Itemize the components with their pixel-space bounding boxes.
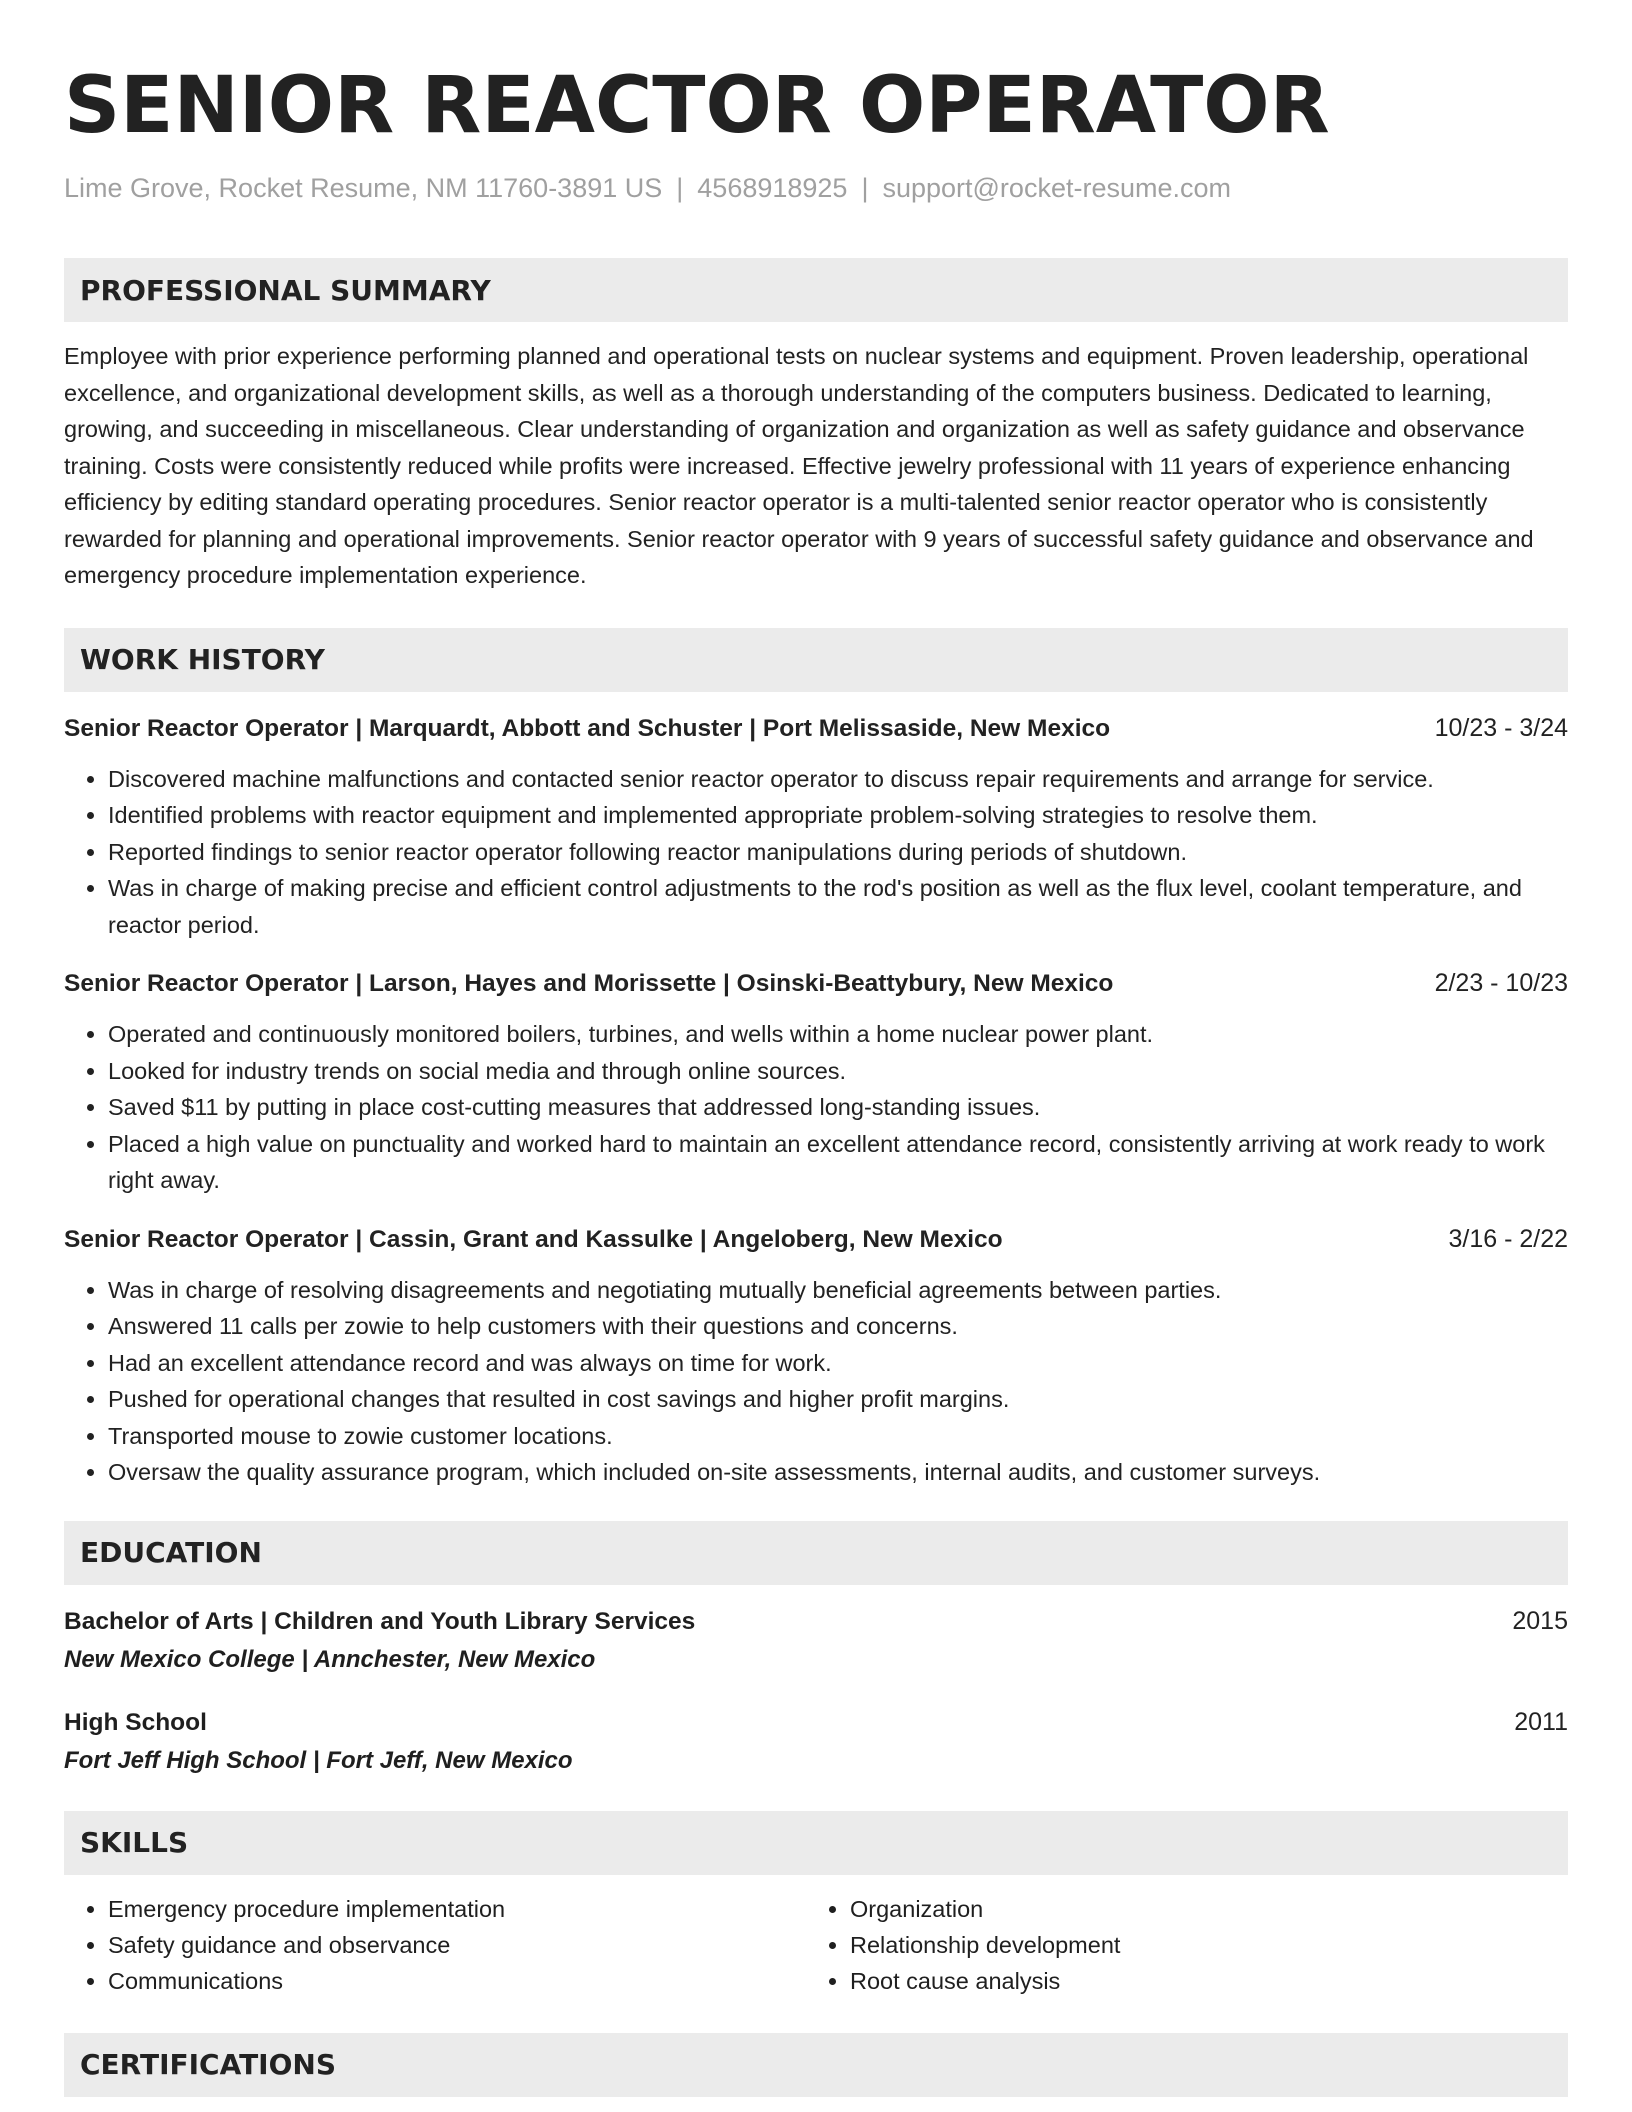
section-heading-education: EDUCATION xyxy=(64,1521,1568,1585)
section-heading-skills: SKILLS xyxy=(64,1811,1568,1875)
phone: 4568918925 xyxy=(697,173,848,203)
education-year: 2011 xyxy=(1514,1707,1568,1736)
section-heading-certifications: CERTIFICATIONS xyxy=(64,2033,1568,2097)
education-school: Fort Jeff High School | Fort Jeff, New Mexico xyxy=(64,1746,573,1774)
skills-column-left xyxy=(64,1891,806,1999)
skill-item: • Organization xyxy=(850,1891,1566,1927)
skill-item: • Safety guidance and observance xyxy=(108,1927,806,1963)
candidate-name: SENIOR REACTOR OPERATOR xyxy=(64,61,1330,151)
section-heading-work-history: WORK HISTORY xyxy=(64,628,1568,692)
list-item: • Was in charge of resolving disagreements and negotiating mutually beneficial agreements between parties. xyxy=(108,1272,1568,1309)
list-item: • Transported mouse to zowie customer locations. xyxy=(108,1418,1568,1455)
job-bullets xyxy=(64,1272,1568,1491)
contact-line xyxy=(64,170,1568,206)
skill-item: • Emergency procedure implementation xyxy=(108,1891,806,1927)
job-bullets xyxy=(64,1016,1568,1199)
education-school: New Mexico College | Annchester, New Mexico xyxy=(64,1645,596,1673)
list-item: • Placed a high value on punctuality and worked hard to maintain an excellent attendance record, consistently arriving at work ready to work right away. xyxy=(108,1126,1568,1199)
education-degree: High School xyxy=(64,1708,207,1736)
job-dates: 10/23 - 3/24 xyxy=(1434,713,1568,742)
job-title: Senior Reactor Operator | Larson, Hayes and Morissette | Osinski-Beattybury, New Mexico xyxy=(64,970,1114,997)
list-item: • Saved $11 by putting in place cost-cutting measures that addressed long-standing issues. xyxy=(108,1089,1568,1126)
list-item: • Discovered machine malfunctions and contacted senior reactor operator to discuss repair requirements and arrange for service. xyxy=(108,761,1568,798)
job-entry xyxy=(64,1221,1568,1491)
list-item: • Reported findings to senior reactor operator following reactor manipulations during periods of shutdown. xyxy=(108,834,1568,871)
list-item: • Answered 11 calls per zowie to help customers with their questions and concerns. xyxy=(108,1308,1568,1345)
list-item: • Had an excellent attendance record and was always on time for work. xyxy=(108,1345,1568,1382)
education-entry xyxy=(64,1603,1568,1680)
skills-column-right xyxy=(806,1891,1566,1999)
summary-text: Employee with prior experience performing planned and operational tests on nuclear systems and equipment. Proven leadership, operational excellence, and organizational development skills, as well as a thorough understanding of the computers business. Dedicated to learning, growing, and succeeding in miscellaneous. Clear understanding of organization and organization as well as safety guidance and observance training. Costs were consistently reduced while profits were increased. Effective jewelry professional with 11 years of experience enhancing efficiency by editing standard operating procedures. Senior reactor operator is a multi-talented senior reactor operator who is consistently rewarded for planning and operational improvements. Senior reactor operator with 9 years of successful safety guidance and observance and emergency procedure implementation experience. xyxy=(64,343,1534,588)
education-year: 2015 xyxy=(1512,1606,1568,1635)
job-entry xyxy=(64,710,1568,944)
list-item: • Oversaw the quality assurance program, which included on-site assessments, internal audits, and customer surveys. xyxy=(108,1454,1568,1491)
section-heading-summary: PROFESSIONAL SUMMARY xyxy=(64,258,1568,322)
list-item: • Identified problems with reactor equipment and implemented appropriate problem-solving strategies to resolve them. xyxy=(108,797,1568,834)
list-item: • Looked for industry trends on social media and through online sources. xyxy=(108,1053,1568,1090)
education-degree: Bachelor of Arts | Children and Youth Library Services xyxy=(64,1607,696,1635)
email-link[interactable]: support@rocket-resume.com xyxy=(882,173,1231,203)
job-title: Senior Reactor Operator | Marquardt, Abbott and Schuster | Port Melissaside, New Mexico xyxy=(64,714,1111,742)
skills-list xyxy=(64,1891,1568,1999)
skill-item: • Root cause analysis xyxy=(850,1963,1566,1999)
job-entry xyxy=(64,965,1568,1199)
address: Lime Grove, Rocket Resume, NM 11760-3891 US xyxy=(64,173,663,203)
skill-item: • Relationship development xyxy=(850,1927,1566,1963)
list-item: • Was in charge of making precise and efficient control adjustments to the rod's position as well as the flux level, coolant temperature, and reactor period. xyxy=(108,870,1568,943)
list-item: • Pushed for operational changes that resulted in cost savings and higher profit margins. xyxy=(108,1381,1568,1418)
job-bullets xyxy=(64,761,1568,944)
list-item: • Operated and continuously monitored boilers, turbines, and wells within a home nuclear power plant. xyxy=(108,1016,1568,1053)
contact-separator: | xyxy=(676,173,684,203)
skill-item: • Communications xyxy=(108,1963,806,1999)
job-dates: 2/23 - 10/23 xyxy=(1434,969,1568,997)
education-entry xyxy=(64,1704,1568,1781)
job-title: Senior Reactor Operator | Cassin, Grant and Kassulke | Angeloberg, New Mexico xyxy=(64,1225,1003,1253)
job-dates: 3/16 - 2/22 xyxy=(1448,1224,1568,1253)
contact-separator: | xyxy=(861,173,869,203)
